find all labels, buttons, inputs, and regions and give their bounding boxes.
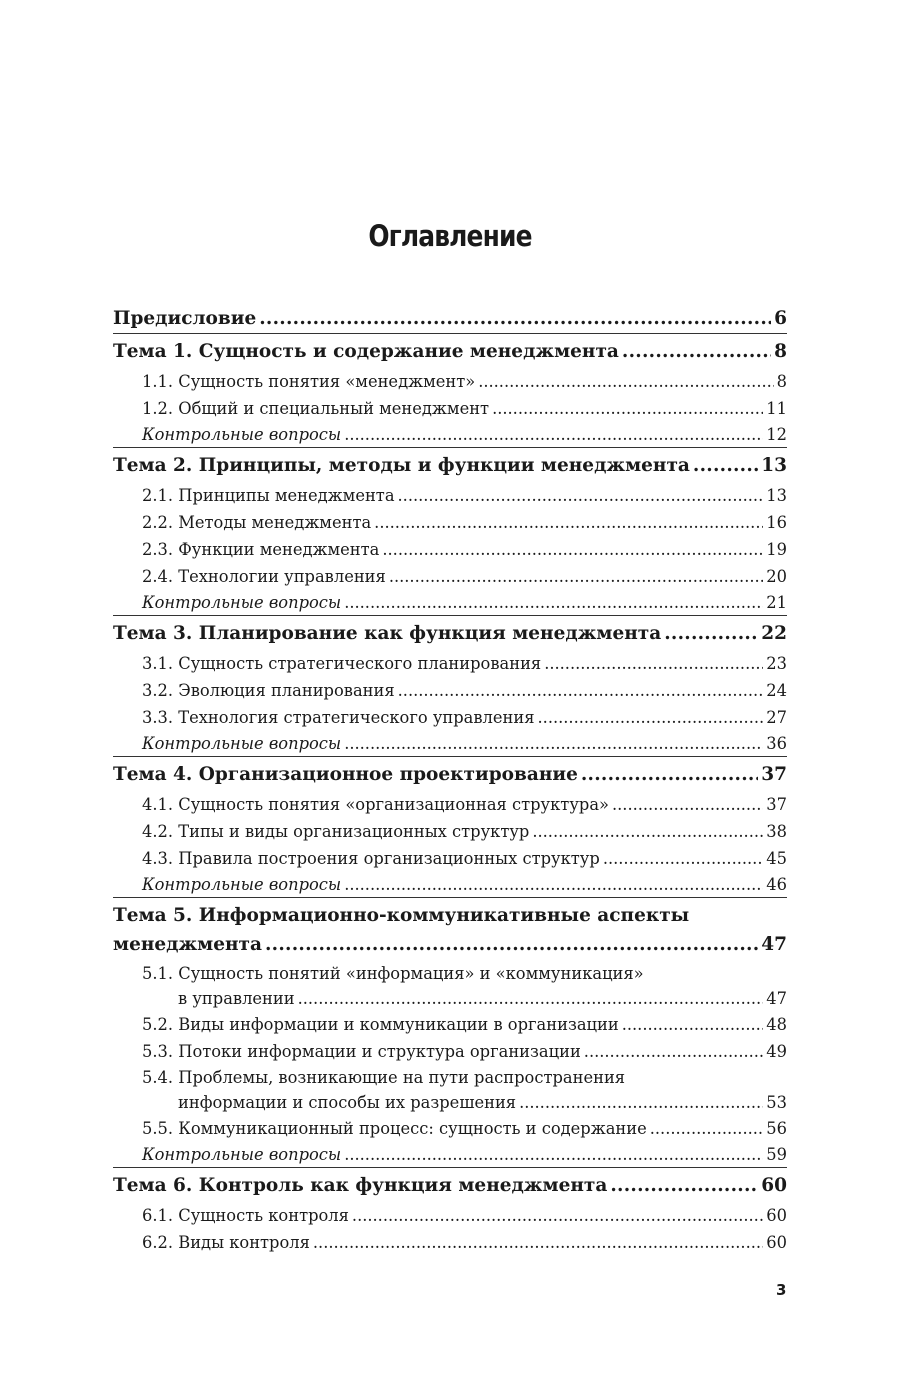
toc-label: 2.3. Функции менеджмента (142, 540, 380, 559)
dot-leader (581, 760, 758, 789)
dot-leader (313, 1229, 763, 1256)
toc-page: 37 (761, 764, 787, 785)
toc-page: 36 (766, 734, 787, 753)
toc-label: Тема 4. Организационное проектирование (113, 764, 578, 785)
toc-label-line-2: информации и способы их разрешения (178, 1093, 517, 1112)
dot-leader (538, 704, 764, 731)
toc-section-3-2[interactable] (113, 677, 787, 704)
dot-leader (532, 818, 763, 845)
toc-page: 38 (766, 822, 787, 841)
toc-label: 2.2. Методы менеджмента (142, 513, 372, 532)
dot-leader (344, 1142, 763, 1167)
toc-label: Тема 2. Принципы, методы и функции менеджмента (113, 455, 690, 476)
toc-section-6-2[interactable] (113, 1229, 787, 1256)
dot-leader (382, 536, 763, 563)
dot-leader (374, 509, 763, 536)
toc-section-1-1[interactable] (113, 368, 787, 395)
toc-section-5-4[interactable] (113, 1065, 787, 1115)
toc-topic-2[interactable] (113, 451, 787, 482)
toc-section-5-3[interactable] (113, 1038, 787, 1065)
toc-page: 6 (774, 308, 787, 329)
toc-page: 60 (761, 1175, 787, 1196)
toc-section-2-1[interactable] (113, 482, 787, 509)
toc-label: Контрольные вопросы (142, 593, 342, 612)
toc-page: 60 (766, 1206, 787, 1225)
page-number: 3 (776, 1281, 787, 1299)
dot-leader (492, 395, 763, 422)
toc-questions-5[interactable] (113, 1142, 787, 1167)
toc-page: 45 (766, 849, 787, 868)
dot-leader (693, 451, 758, 480)
toc-section-4-3[interactable] (113, 845, 787, 872)
toc-label: 4.3. Правила построения организационных структур (142, 849, 600, 868)
toc-label: 1.2. Общий и специальный менеджмент (142, 399, 490, 418)
toc-page: 47 (766, 989, 787, 1008)
toc-page: 13 (766, 486, 787, 505)
toc-label: 5.2. Виды информации и коммуникации в организации (142, 1015, 619, 1034)
toc-page: 27 (766, 708, 787, 727)
toc-page: 47 (761, 934, 787, 955)
dot-leader (622, 1011, 764, 1038)
toc-label-line-1: 5.4. Проблемы, возникающие на пути распространения (142, 1068, 626, 1087)
toc-label: Предисловие (113, 308, 257, 329)
toc-section-2-2[interactable] (113, 509, 787, 536)
toc-page: 11 (766, 399, 787, 418)
toc-section-2-4[interactable] (113, 563, 787, 590)
toc-page: 20 (766, 567, 787, 586)
toc-questions-2[interactable] (113, 590, 787, 615)
toc-section-2-3[interactable] (113, 536, 787, 563)
toc-section-5-1[interactable] (113, 961, 787, 1011)
dot-leader (610, 1171, 758, 1200)
toc-label-line-1: Тема 5. Информационно-коммуникативные аспекты (113, 905, 690, 926)
dot-leader (650, 1115, 764, 1142)
toc-page: 19 (766, 540, 787, 559)
toc-section-4-2[interactable] (113, 818, 787, 845)
dot-leader (544, 650, 763, 677)
toc-page: 23 (766, 654, 787, 673)
toc-section-3-3[interactable] (113, 704, 787, 731)
toc-page: 24 (766, 681, 787, 700)
toc-topic-1[interactable] (113, 337, 787, 368)
dot-leader (344, 422, 763, 447)
toc-label: Контрольные вопросы (142, 425, 342, 444)
toc-label: 3.3. Технология стратегического управления (142, 708, 535, 727)
toc-label: Контрольные вопросы (142, 875, 342, 894)
dot-leader (344, 731, 763, 756)
table-of-contents (113, 304, 787, 1256)
toc-page: 49 (766, 1042, 787, 1061)
page-title: Оглавление (368, 219, 532, 253)
dot-leader (298, 986, 764, 1011)
dot-leader (259, 304, 771, 333)
toc-section-5-5[interactable] (113, 1115, 787, 1142)
toc-page: 53 (766, 1093, 787, 1112)
toc-section-5-2[interactable] (113, 1011, 787, 1038)
toc-topic-3[interactable] (113, 619, 787, 650)
toc-label: Тема 1. Сущность и содержание менеджмента (113, 341, 619, 362)
toc-preface[interactable] (113, 304, 787, 333)
dot-leader (612, 791, 763, 818)
dot-leader (664, 619, 758, 648)
toc-label: Контрольные вопросы (142, 734, 342, 753)
toc-topic-6[interactable] (113, 1171, 787, 1202)
toc-label: 3.2. Эволюция планирования (142, 681, 395, 700)
toc-page: 46 (766, 875, 787, 894)
toc-label: 4.2. Типы и виды организационных структур (142, 822, 530, 841)
toc-label-line-2: в управлении (178, 989, 295, 1008)
toc-page: 13 (761, 455, 787, 476)
toc-label: Тема 3. Планирование как функция менеджмента (113, 623, 662, 644)
toc-page: 56 (766, 1119, 787, 1138)
toc-label-line-1: 5.1. Сущность понятий «информация» и «коммуникация» (142, 964, 644, 983)
dot-leader (603, 845, 763, 872)
toc-page: 8 (774, 341, 787, 362)
toc-label: 5.3. Потоки информации и структура организации (142, 1042, 581, 1061)
dot-leader (398, 677, 764, 704)
toc-label: 1.1. Сущность понятия «менеджмент» (142, 372, 476, 391)
toc-label: 6.1. Сущность контроля (142, 1206, 349, 1225)
toc-label: 2.4. Технологии управления (142, 567, 386, 586)
toc-section-3-1[interactable] (113, 650, 787, 677)
dot-leader (265, 930, 758, 959)
toc-label: 5.5. Коммуникационный процесс: сущность и содержание (142, 1119, 647, 1138)
toc-page: 37 (766, 795, 787, 814)
dot-leader (478, 368, 773, 395)
toc-section-1-2[interactable] (113, 395, 787, 422)
dot-leader (344, 872, 763, 897)
dot-leader (389, 563, 763, 590)
toc-page: 16 (766, 513, 787, 532)
dot-leader (622, 337, 771, 366)
toc-page: 12 (766, 425, 787, 444)
toc-page: 48 (766, 1015, 787, 1034)
toc-label: 6.2. Виды контроля (142, 1233, 310, 1252)
toc-questions-4[interactable] (113, 872, 787, 897)
toc-section-4-1[interactable] (113, 791, 787, 818)
toc-page: 60 (766, 1233, 787, 1252)
toc-topic-4[interactable] (113, 760, 787, 791)
dot-leader (584, 1038, 763, 1065)
toc-page: 59 (766, 1145, 787, 1164)
dot-leader (352, 1202, 763, 1229)
toc-topic-5[interactable] (113, 901, 787, 961)
toc-section-6-1[interactable] (113, 1202, 787, 1229)
dot-leader (398, 482, 764, 509)
dot-leader (519, 1090, 763, 1115)
toc-label: Контрольные вопросы (142, 1145, 342, 1164)
toc-label: 3.1. Сущность стратегического планирования (142, 654, 542, 673)
toc-page: 21 (766, 593, 787, 612)
toc-questions-3[interactable] (113, 731, 787, 756)
toc-label-line-2: менеджмента (113, 934, 262, 955)
toc-questions-1[interactable] (113, 422, 787, 447)
toc-label: 4.1. Сущность понятия «организационная структура» (142, 795, 609, 814)
dot-leader (344, 590, 763, 615)
toc-label: 2.1. Принципы менеджмента (142, 486, 395, 505)
toc-page: 22 (761, 623, 787, 644)
toc-label: Тема 6. Контроль как функция менеджмента (113, 1175, 608, 1196)
toc-page: 8 (776, 372, 787, 391)
